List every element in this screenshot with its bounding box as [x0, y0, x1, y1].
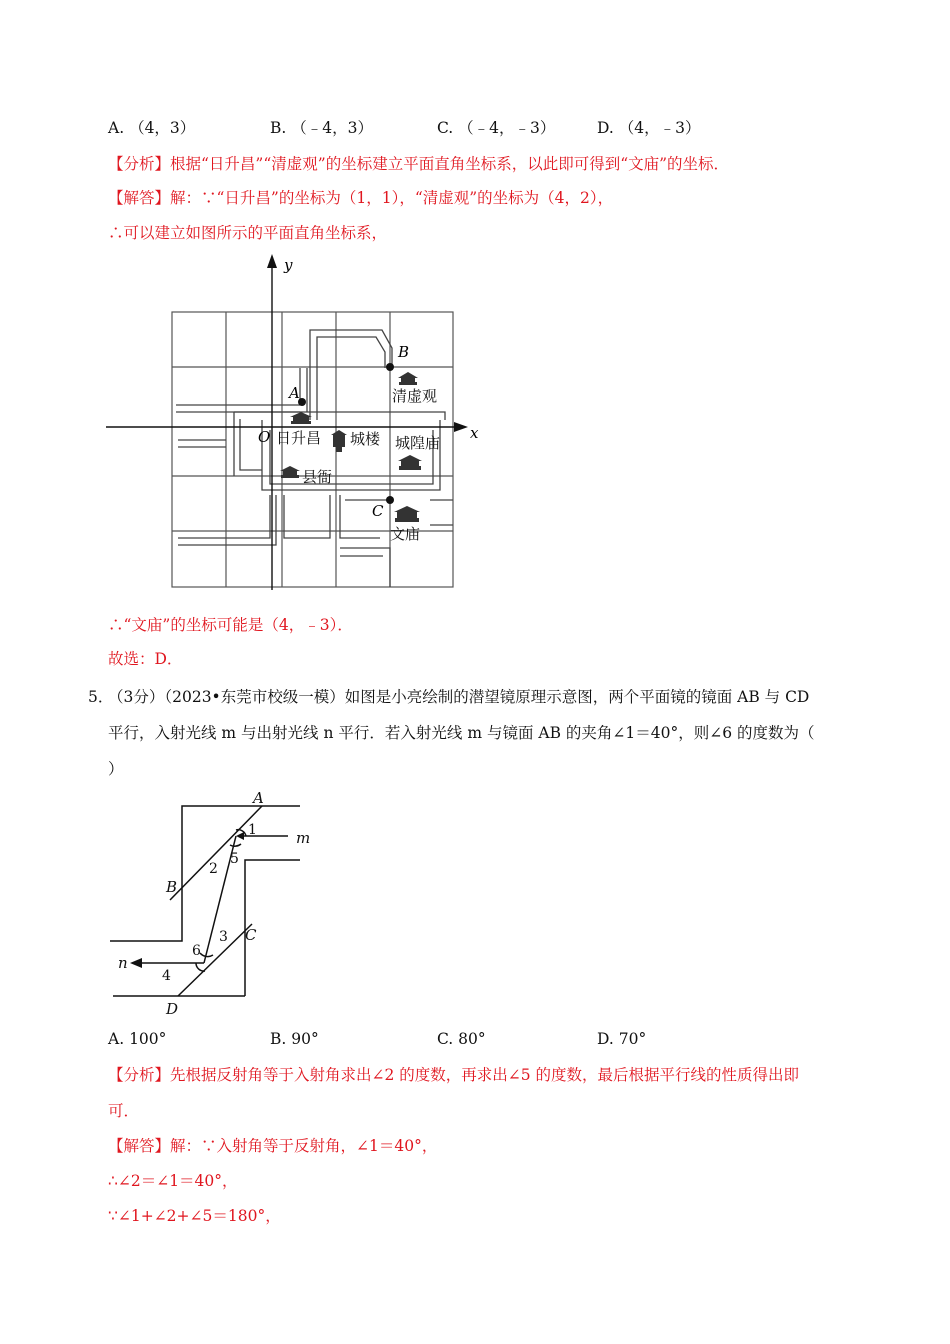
q5-stem-line2: 平行，入射光线 m 与出射光线 n 平行．若入射光线 m 与镜面 AB 的夹角∠1＝40°，则∠6 的度数为（	[108, 724, 815, 742]
label-m: m	[296, 829, 311, 847]
q4-conclusion: ∴“文庙”的坐标可能是（4，﹣3）．	[108, 616, 353, 634]
q4-option-c: C. （﹣4，﹣3）	[437, 119, 556, 137]
origin-label: O	[258, 428, 271, 446]
chenglou-building-icon	[331, 430, 347, 452]
point-a-label: A	[289, 384, 300, 402]
q5-option-d: D. 70°	[597, 1030, 647, 1048]
q5-stem-line3: ）	[108, 760, 124, 778]
label-wenmiao: 文庙	[390, 525, 421, 543]
label-b: B	[166, 878, 178, 896]
wenmiao-building-icon	[394, 506, 420, 522]
point-c	[386, 496, 394, 504]
label-rishengchang: 日升昌	[276, 429, 322, 447]
q5-option-b: B. 90°	[270, 1030, 319, 1048]
q4-option-a: A. （4，3）	[108, 119, 196, 137]
q4-option-d: D. （4，﹣3）	[597, 119, 701, 137]
q4-solution-line2: ∴可以建立如图所示的平面直角坐标系，	[108, 224, 388, 242]
label-a: A	[253, 789, 264, 807]
q5-solution-line3: ∵∠1+∠2+∠5＝180°，	[108, 1207, 281, 1225]
coordinate-map-figure	[100, 250, 500, 595]
x-axis-label: x	[470, 424, 479, 442]
angle-3-label: 3	[219, 929, 228, 945]
q4-answer: 故选：D．	[108, 650, 183, 668]
angle-2-label: 2	[209, 861, 218, 877]
q5-analysis-line1: 【分析】先根据反射角等于入射角求出∠2 的度数，再求出∠5 的度数，最后根据平行线的性质得出即	[108, 1066, 800, 1084]
q4-option-b: B. （﹣4，3）	[270, 119, 373, 137]
angle-1-label: 1	[248, 822, 257, 838]
label-chenglou: 城楼	[350, 430, 381, 448]
rishengchang-building-icon	[290, 412, 312, 424]
q4-solution-line1: 【解答】解：∵“日升昌”的坐标为（1，1），“清虚观”的坐标为（4，2），	[108, 189, 614, 207]
label-d: D	[166, 1000, 179, 1018]
q4-analysis: 【分析】根据“日升昌”“清虚观”的坐标建立平面直角坐标系，以此即可得到“文庙”的坐标．	[108, 155, 730, 173]
label-xianya: 县衙	[302, 468, 333, 486]
q5-stem-line1: （3分）（2023•东莞市校级一模）如图是小亮绘制的潜望镜原理示意图，两个平面镜的镜面 AB 与 CD	[108, 688, 810, 706]
q5-solution-line2: ∴∠2＝∠1＝40°，	[108, 1172, 238, 1190]
angle-5-label: 5	[230, 851, 239, 867]
angle-6-label: 6	[192, 943, 201, 959]
label-c: C	[245, 926, 257, 944]
point-b	[386, 363, 394, 371]
q5-option-a: A. 100°	[108, 1030, 167, 1048]
point-b-label: B	[398, 343, 410, 361]
q5-solution-line1: 【解答】解：∵入射角等于反射角，∠1＝40°，	[108, 1137, 438, 1155]
label-n: n	[118, 954, 128, 972]
point-c-label: C	[372, 502, 384, 520]
q5-option-c: C. 80°	[437, 1030, 486, 1048]
label-qingxuguan: 清虚观	[392, 387, 438, 405]
label-chenghuangmiao: 城隍庙	[395, 434, 441, 452]
qingxuguan-building-icon	[398, 372, 418, 385]
q5-analysis-line2: 可．	[108, 1102, 140, 1120]
chenghuangmiao-building-icon	[398, 455, 422, 470]
y-axis-label: y	[284, 256, 293, 274]
q5-number: 5．	[88, 688, 114, 706]
xianya-building-icon	[280, 466, 300, 478]
angle-4-label: 4	[162, 968, 171, 984]
periscope-figure	[100, 785, 330, 1020]
